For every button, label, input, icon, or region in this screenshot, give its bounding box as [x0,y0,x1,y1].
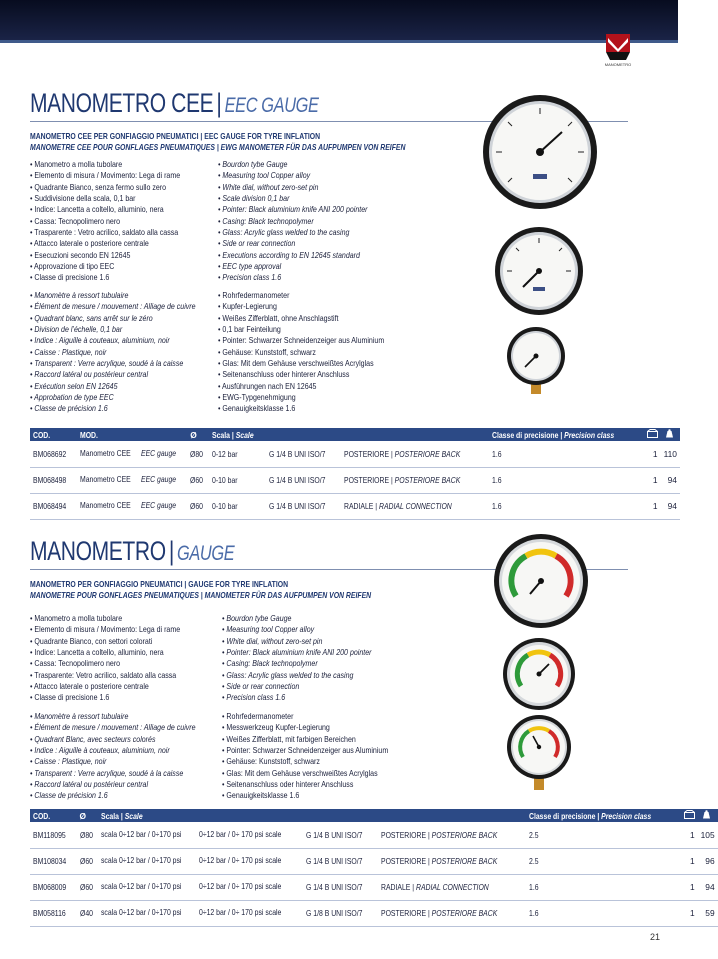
cell-precision [489,441,644,467]
feature-item: • Classe de précision 1.6 [30,403,196,414]
feature-item: • Bourdon tybe Gauge [218,159,367,170]
scale-value: 0-10 bar [212,501,238,511]
table-row [30,467,680,493]
features-de [218,290,384,415]
code-value: BM108034 [33,856,67,866]
feature-item: • Glas: Mit dem Gehäuse verschweißtes Acrylglas [218,358,384,369]
feature-item: • White dial, without zero-set pin [222,636,371,647]
scale-value: scala 0÷12 bar / 0÷170 psi [101,829,182,839]
feature-item: • Division de l’échelle, 0,1 bar [30,324,196,335]
cell-code [30,441,77,467]
eec-gauge-60-radial-image [506,326,566,396]
page-number: 21 [650,932,661,942]
cell-connection: POSTERIORE | POSTERIORE BACK [378,900,526,926]
model-en-value: EEC gauge [141,500,177,511]
col-model: MOD. [79,429,98,440]
cell-code [30,874,77,900]
weight-value: 94 [705,882,715,892]
connection-value: POSTERIORE [380,856,426,866]
feature-item: • Quadrant blanc, sans arrêt sur le zéro [30,313,196,324]
top-banner [0,0,678,40]
precision-value: 2.5 [528,856,539,866]
qty-value: 1 [689,856,695,866]
package-icon [681,809,698,822]
code-value: BM068494 [33,501,67,511]
cell-weight [698,900,718,926]
cell-qty [681,874,698,900]
cell-model [77,467,188,493]
feature-item: • Raccord latéral ou postérieur central [30,369,196,380]
scale-en-value: 0÷12 bar / 0÷ 170 psi scale [199,881,282,892]
cell-model [77,441,188,467]
cell-diam [187,441,209,467]
cell-scale [209,467,266,493]
table-row [30,822,718,848]
section-title: MANOMETRO | GAUGE [30,536,235,566]
connection-en-value: POSTERIORE BACK [394,475,461,485]
weight-value: 94 [667,501,677,511]
eec-gauge-table [30,428,680,520]
feature-item: • Approbation de type EEC [30,392,196,403]
cell-connection: POSTERIORE | POSTERIORE BACK [341,441,489,467]
feature-item: • Glas: Mit dem Gehäuse verschweißtes Acrylglas [222,768,388,779]
feature-item: • Gehäuse: Kunststoff, schwarz [222,756,388,767]
feature-item: • Bourdon tybe Gauge [222,613,371,624]
feature-item: • Rohrfedermanometer [222,711,388,722]
qty-value: 1 [652,448,658,459]
feature-item: • Kupfer-Legierung [218,301,384,312]
subhead-line-1: MANOMETRO PER GONFIAGGIO PNEUMATICI | GAUGE FOR TYRE INFLATION [30,579,289,589]
cell-precision [526,874,681,900]
subhead-line-1: MANOMETRO CEE PER GONFIAGGIO PNEUMATICI | EEC GAUGE FOR TYRE INFLATION [30,131,321,141]
connection-value: POSTERIORE [343,475,389,485]
feature-item: • Attacco laterale o posteriore centrale [30,681,180,692]
brand-logo-text: MANOMETRO [604,62,632,67]
cell-code [30,900,77,926]
cell-weight [698,822,718,848]
feature-item: • Weißes Zifferblatt, ohne Anschlagstift [218,313,384,324]
cell-thread [266,441,341,467]
cell-weight [698,848,718,874]
table-row [30,874,718,900]
cell-thread [303,900,378,926]
cell-weight [661,493,680,519]
feature-item: • Transparent : Verre acrylique, soudé à la caisse [30,358,196,369]
table-row [30,900,718,926]
connection-value: POSTERIORE [343,448,389,459]
feature-item: • Precision class 1.6 [222,692,371,703]
feature-item: • Suddivisione della scala, 0,1 bar [30,193,180,204]
cell-connection: RADIALE | RADIAL CONNECTION [378,874,526,900]
model-en-value: EEC gauge [141,474,177,485]
cell-diam [77,900,99,926]
feature-item: • Pointer: Schwarzer Schneidenzeiger aus Aluminium [218,335,384,346]
thread-value: G 1/4 B UNI ISO/7 [305,882,363,892]
cell-thread [303,874,378,900]
feature-item: • Classe di precisione 1.6 [30,692,180,703]
feature-item: • Indice: Lancetta a coltello, alluminio, nera [30,647,180,658]
cell-weight [661,467,680,493]
feature-item: • Genauigkeitsklasse 1.6 [222,790,388,801]
feature-item: • Elemento di misura / Movimento: Lega di rame [30,624,180,635]
thread-value: G 1/4 B UNI ISO/7 [268,448,326,459]
feature-item: • Ausführungen nach EN 12645 [218,381,384,392]
cell-precision [526,848,681,874]
gauge-60-color-rear-image [501,636,577,712]
eec-gauge-80-image [480,92,600,212]
cell-thread [266,467,341,493]
feature-item: • Casing: Black technopolymer [222,658,371,669]
weight-value: 96 [705,856,715,866]
feature-item: • Classe di precisione 1.6 [30,272,180,283]
col-code: COD. [33,810,51,821]
features-de [222,711,388,802]
col-precision-en: Precision class [600,810,651,821]
features-fr [30,711,196,802]
feature-item: • EEC type approval [218,261,367,272]
scale-value: scala 0÷12 bar / 0÷170 psi [101,881,182,892]
gauge-60-color-radial-image [506,714,572,792]
col-diam: Ø [190,429,197,440]
connection-en-value: RADIAL CONNECTION [415,882,489,892]
cell-diam [77,874,99,900]
feature-item: • Genauigkeitsklasse 1.6 [218,403,384,414]
qty-value: 1 [652,475,658,485]
qty-value: 1 [689,882,695,892]
diam-value: Ø60 [79,856,93,866]
cell-diam [187,467,209,493]
precision-value: 1.6 [491,475,502,485]
cell-qty [644,441,661,467]
feature-item: • Quadrante Bianco, senza fermo sullo zero [30,182,180,193]
feature-item: • Manometro a molla tubolare [30,159,180,170]
feature-item: • Pointer: Black aluminium knife ANI 200 pointer [222,647,371,658]
cell-diam [77,848,99,874]
feature-item: • Precision class 1.6 [218,272,367,283]
feature-item: • Indice : Aiguille à couteaux, aluminium, noir [30,745,196,756]
scale-en-value: 0÷12 bar / 0÷ 170 psi scale [199,907,282,918]
scale-value: scala 0÷12 bar / 0÷170 psi [101,907,182,918]
feature-item: • Elemento di misura / Movimento: Lega di rame [30,170,180,181]
feature-item: • Trasparente : Vetro acrilico, saldato alla cassa [30,227,180,238]
cell-scale [98,874,303,900]
feature-item: • Seitenanschluss oder hinterer Anschluss [222,779,388,790]
thread-value: G 1/4 B UNI ISO/7 [268,475,326,485]
feature-item: • Attacco laterale o posteriore centrale [30,238,180,249]
connection-en-value: POSTERIORE BACK [394,448,461,459]
precision-value: 1.6 [491,501,502,511]
table-header-row: COD. MOD. Ø Scala | Scale Classe di precisione | Precision class [30,428,680,441]
cell-weight [661,441,680,467]
features-it [30,613,180,704]
cell-scale [209,493,266,519]
cell-connection: POSTERIORE | POSTERIORE BACK [378,848,526,874]
cell-precision [526,822,681,848]
cell-model [77,493,188,519]
top-banner-rule [0,40,678,43]
scale-value: scala 0÷12 bar / 0÷170 psi [101,855,182,866]
feature-item: • Transparent : Verre acrylique, soudé à la caisse [30,768,196,779]
cell-thread [303,822,378,848]
weight-value: 105 [700,829,715,840]
cell-qty [681,822,698,848]
feature-item: • Indice : Aiguille à couteaux, aluminium, noir [30,335,196,346]
feature-item: • Measuring tool Copper alloy [218,170,367,181]
table-row [30,848,718,874]
col-diam: Ø [79,810,87,821]
col-precision-en: Precision class [563,429,614,440]
thread-value: G 1/4 B UNI ISO/7 [305,829,363,840]
cell-code [30,848,77,874]
code-value: BM068692 [33,448,67,459]
feature-item: • Weißes Zifferblatt, mit farbigen Bereichen [222,734,388,745]
feature-item: • Manomètre à ressort tubulaire [30,711,196,722]
diam-value: Ø60 [190,501,204,511]
feature-item: • Indice: Lancetta a coltello, alluminio, nera [30,204,180,215]
eec-gauge-60-rear-image [493,225,585,317]
weight-icon [661,428,680,441]
package-icon [644,428,661,441]
features-en [222,613,371,704]
code-value: BM058116 [33,908,66,918]
model-value: Manometro CEE [79,448,131,458]
col-scale: Scala [101,810,120,821]
weight-value: 110 [663,448,677,459]
table-header-row: COD. Ø Scala | Scale Classe di precisione | Precision class [30,809,718,822]
diam-value: Ø40 [79,908,93,918]
feature-item: • Side or rear connection [222,681,371,692]
diam-value: Ø60 [190,475,204,485]
cell-connection: POSTERIORE | POSTERIORE BACK [341,467,489,493]
cell-qty [644,493,661,519]
cell-thread [303,848,378,874]
cell-scale [98,848,303,874]
subhead-line-2: MANOMETRE POUR GONFLAGES PNEUMATIQUES | MANOMETER FÜR DAS AUFPUMPEN VON REIFEN [30,590,372,600]
feature-item: • Approvazione di tipo EEC [30,261,180,272]
model-en-value: EEC gauge [141,448,177,458]
scale-value: 0-10 bar [212,475,238,485]
thread-value: G 1/4 B UNI ISO/7 [305,856,363,866]
feature-item: • Gehäuse: Kunststoff, schwarz [218,347,384,358]
feature-item: • Cassa: Tecnopolimero nero [30,658,180,669]
diam-value: Ø80 [79,829,93,840]
code-value: BM118095 [33,829,66,840]
feature-item: • Measuring tool Copper alloy [222,624,371,635]
model-value: Manometro CEE [79,474,131,485]
cell-precision [526,900,681,926]
features-en [218,159,367,284]
cell-code [30,822,77,848]
thread-value: G 1/4 B UNI ISO/7 [268,501,326,511]
precision-value: 1.6 [528,908,539,918]
weight-value: 59 [705,908,715,918]
feature-item: • Classe de précision 1.6 [30,790,196,801]
col-code: COD. [33,429,51,440]
cell-weight [698,874,718,900]
cell-thread [266,493,341,519]
precision-value: 1.6 [491,448,502,459]
feature-item: • EWG-Typgenehmigung [218,392,384,403]
cell-scale [98,900,303,926]
feature-item: • Trasparente: Vetro acrilico, saldato alla cassa [30,670,180,681]
connection-en-value: RADIAL CONNECTION [378,501,452,511]
title-it: MANOMETRO CEE [30,88,214,118]
feature-item: • Casing: Black technopolymer [218,216,367,227]
connection-en-value: POSTERIORE BACK [431,908,498,918]
feature-item: • Seitenanschluss oder hinterer Anschluss [218,369,384,380]
feature-item: • Glass: Acrylic glass welded to the casing [222,670,371,681]
title-it: MANOMETRO [30,536,166,566]
connection-en-value: POSTERIORE BACK [431,829,498,840]
qty-value: 1 [689,829,695,840]
feature-item: • Pointer: Black aluminium knife ANI 200 pointer [218,204,367,215]
scale-en-value: 0÷12 bar / 0÷ 170 psi scale [199,855,282,866]
scale-value: 0-12 bar [212,448,238,459]
table-row [30,441,680,467]
subhead-line-2: MANOMETRE CEE POUR GONFLAGES PNEUMATIQUES | EWG MANOMETER FÜR DAS AUFPUMPEN VON REIFEN [30,142,406,152]
connection-en-value: POSTERIORE BACK [431,856,498,866]
diam-value: Ø60 [79,882,93,892]
feature-item: • Executions according to EN 12645 standard [218,250,367,261]
feature-item: • Glass: Acrylic glass welded to the casing [218,227,367,238]
connection-value: POSTERIORE [380,908,426,918]
feature-item: • Pointer: Schwarzer Schneidenzeiger aus Aluminium [222,745,388,756]
feature-item: • Caisse : Plastique, noir [30,756,196,767]
feature-item: • Quadrant Blanc, avec secteurs colorés [30,734,196,745]
connection-value: RADIALE [380,882,411,892]
col-scale: Scala [212,429,231,440]
diam-value: Ø80 [190,448,204,459]
feature-item: • Manomètre à ressort tubulaire [30,290,196,301]
feature-item: • Esecuzioni secondo EN 12645 [30,250,180,261]
qty-value: 1 [652,501,658,511]
feature-item: • White dial, without zero-set pin [218,182,367,193]
connection-value: RADIALE [343,501,374,511]
cell-qty [681,848,698,874]
col-precision: Classe di precisione [528,810,596,821]
model-value: Manometro CEE [79,500,131,511]
cell-precision [489,467,644,493]
features-it [30,159,180,284]
features-fr [30,290,196,415]
feature-item: • Quadrante Bianco, con settori colorati [30,636,180,647]
feature-item: • Caisse : Plastique, noir [30,347,196,358]
feature-item: • Raccord latéral ou postérieur central [30,779,196,790]
brand-logo [604,32,632,62]
cell-scale [98,822,303,848]
thread-value: G 1/8 B UNI ISO/7 [305,908,363,918]
scale-en-value: 0÷12 bar / 0÷ 170 psi scale [199,829,282,839]
feature-item: • Élément de mesure / mouvement : Alliage de cuivre [30,301,196,312]
feature-item: • Side or rear connection [218,238,367,249]
weight-icon [698,809,718,822]
gauge-80-color-image [492,532,590,630]
weight-value: 94 [667,475,677,485]
col-precision: Classe di precisione [491,429,559,440]
title-en: EEC GAUGE [224,94,319,117]
code-value: BM068498 [33,475,67,485]
cell-code [30,467,77,493]
cell-scale [209,441,266,467]
col-scale-en: Scale [235,429,254,440]
feature-item: • Scale division 0,1 bar [218,193,367,204]
cell-connection: RADIALE | RADIAL CONNECTION [341,493,489,519]
cell-precision [489,493,644,519]
table-row [30,493,680,519]
qty-value: 1 [689,908,695,918]
feature-item: • Rohrfedermanometer [218,290,384,301]
title-en: GAUGE [177,542,235,565]
feature-item: • Élément de mesure / mouvement : Alliage de cuivre [30,722,196,733]
section-title: MANOMETRO CEE | EEC GAUGE [30,88,319,118]
cell-qty [681,900,698,926]
feature-item: • Exécution selon EN 12645 [30,381,196,392]
connection-value: POSTERIORE [380,829,426,840]
cell-code [30,493,77,519]
feature-item: • Manometro a molla tubolare [30,613,180,624]
precision-value: 2.5 [528,829,539,840]
cell-qty [644,467,661,493]
col-scale-en: Scale [125,810,143,821]
feature-item: • Messwerkzeug Kupfer-Legierung [222,722,388,733]
feature-item: • 0,1 bar Feinteilung [218,324,384,335]
cell-diam [187,493,209,519]
feature-item: • Cassa: Tecnopolimero nero [30,216,180,227]
precision-value: 1.6 [528,882,539,892]
gauge-table [30,809,718,927]
cell-diam [77,822,99,848]
code-value: BM068009 [33,882,67,892]
cell-connection: POSTERIORE | POSTERIORE BACK [378,822,526,848]
